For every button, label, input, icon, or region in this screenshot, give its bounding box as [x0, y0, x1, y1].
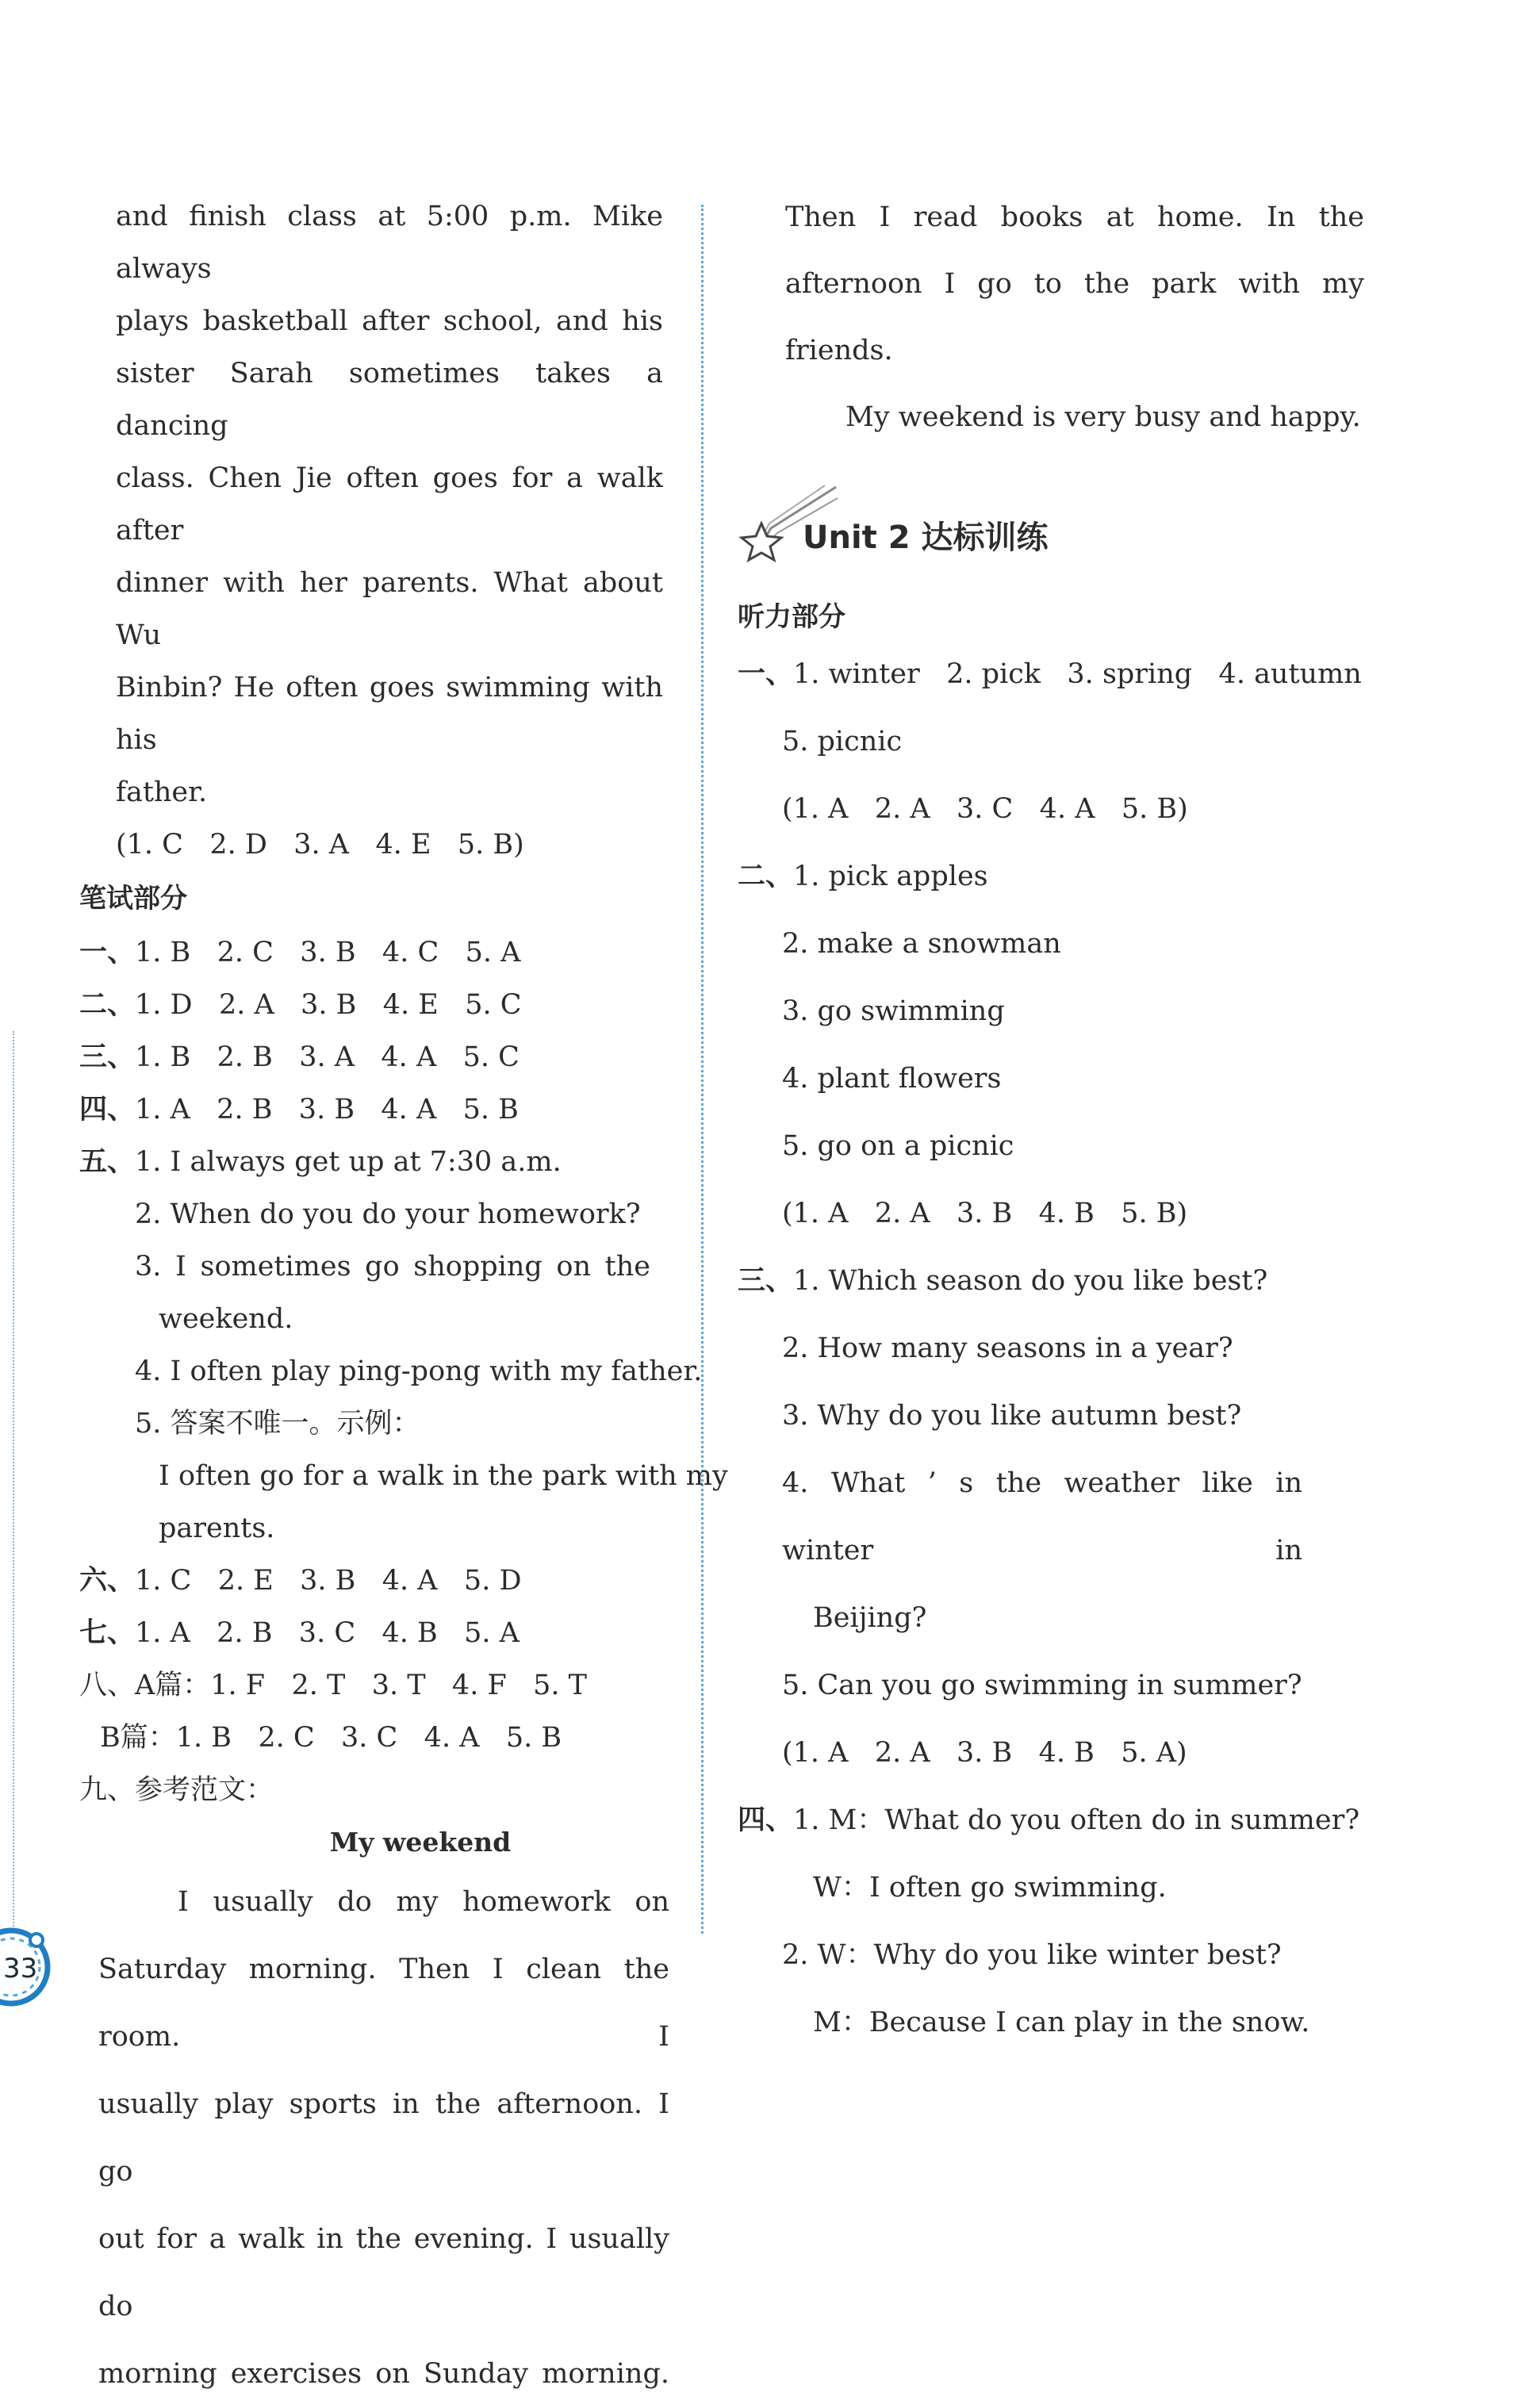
page-number: 33 — [3, 1953, 38, 1984]
answer-row-7 — [79, 1607, 698, 1659]
passage-line: afternoon I go to the park with my friends. — [785, 268, 1364, 366]
unit-title: Unit 2 达标训练 — [803, 520, 1049, 556]
row-number: 六、 — [79, 1565, 136, 1597]
sentence-cont: weekend. — [159, 1303, 293, 1335]
passage-line: sister Sarah sometimes takes a dancing — [116, 358, 663, 442]
passage-line: class. Chen Jie often goes for a walk after — [116, 462, 663, 546]
essay-title: My weekend — [329, 1827, 512, 1858]
essay-line: morning exercises on Sunday morning. — [98, 2358, 669, 2390]
passage-line: and finish class at 5:00 p.m. Mike always — [116, 201, 663, 285]
sentence: 3. I sometimes go shopping on the — [135, 1251, 650, 1283]
column-divider — [701, 205, 704, 1934]
sentence: 2. When do you do your homework? — [135, 1198, 641, 1230]
answer-row-8b: B篇：1. B 2. C 3. C 4. A 5. B — [100, 1722, 562, 1754]
question: 3. Why do you like autumn best? — [782, 1400, 1242, 1432]
section-listen-heading: 听力部分 — [738, 601, 845, 633]
row-answers: 1. B 2. B 3. A 4. A 5. C — [135, 1041, 520, 1073]
sentence-cont: I often go for a walk in the park with my — [159, 1460, 728, 1492]
passage-line: My weekend is very busy and happy. — [845, 401, 1361, 433]
essay-line: out for a walk in the evening. I usually do — [98, 2223, 669, 2322]
page-number-badge — [0, 1924, 54, 2010]
row-number: 五、 — [79, 1146, 136, 1178]
answer-row-2 — [79, 979, 698, 1031]
row-number: 二、 — [79, 989, 136, 1021]
row-answers: 1. A 2. B 3. B 4. A 5. B — [135, 1094, 519, 1125]
row-number: 四、 — [79, 1094, 136, 1125]
row-number: 七、 — [79, 1617, 136, 1649]
answer-row-6 — [79, 1555, 698, 1607]
passage-line: Binbin? He often goes swimming with his — [116, 672, 663, 756]
row-answers: 1. B 2. C 3. B 4. C 5. A — [135, 937, 521, 968]
sentence: 5. 答案不唯一。示例： — [135, 1408, 420, 1440]
answer-row-3 — [79, 1031, 698, 1083]
row-answers: 1. C 2. E 3. B 4. A 5. D — [135, 1565, 522, 1597]
question: 4. What ’ s the weather like in winter in — [782, 1467, 1302, 1566]
row-answers: 1. D 2. A 3. B 4. E 5. C — [135, 989, 522, 1021]
unit-heading — [738, 482, 1372, 593]
phrase: 4. plant flowers — [782, 1063, 1002, 1095]
listen-row-1 — [738, 641, 1372, 708]
passage-line: Then I read books at home. In the — [785, 201, 1364, 233]
row-number: 二、 — [738, 861, 794, 892]
row-number: 三、 — [738, 1265, 794, 1297]
answer-row-8a: 八、A篇：1. F 2. T 3. T 4. F 5. T — [79, 1670, 587, 1701]
passage-answers: (1. C 2. D 3. A 4. E 5. B) — [116, 829, 524, 861]
dialogue-line: 2. W：Why do you like winter best? — [782, 1939, 1282, 1971]
question-cont: Beijing? — [813, 1602, 927, 1634]
listen-row-3 — [738, 1248, 1372, 1315]
binding-line — [13, 1031, 14, 1935]
row-number: 四、 — [738, 1804, 794, 1836]
dialogue-line: M：Because I can play in the snow. — [813, 2007, 1310, 2038]
listen-row-4 — [738, 1787, 1372, 1854]
question: 1. Which season do you like best? — [793, 1265, 1268, 1297]
question: 5. Can you go swimming in summer? — [782, 1670, 1302, 1701]
phrase: 3. go swimming — [782, 995, 1005, 1027]
passage-line: father. — [116, 776, 208, 808]
sentence: 4. I often play ping-pong with my father. — [135, 1355, 703, 1387]
row-number: 一、 — [79, 937, 136, 968]
left-column — [79, 190, 728, 2408]
row-answers-cont: 5. picnic — [782, 726, 903, 757]
essay-line: usually play sports in the afternoon. I go — [98, 2088, 669, 2188]
answer-row-9: 九、参考范文： — [79, 1774, 274, 1806]
dialogue-line: 1. M：What do you often do in summer? — [793, 1804, 1360, 1836]
passage-line: dinner with her parents. What about Wu — [116, 567, 663, 651]
listen-answers: (1. A 2. A 3. B 4. B 5. A) — [782, 1737, 1187, 1769]
phrase: 2. make a snowman — [782, 928, 1061, 960]
row-answers: 1. winter 2. pick 3. spring 4. autumn — [793, 658, 1362, 690]
listen-answers: (1. A 2. A 3. B 4. B 5. B) — [782, 1198, 1188, 1229]
phrase: 5. go on a picnic — [782, 1130, 1014, 1162]
sentence-cont: parents. — [159, 1513, 275, 1544]
sentence: 1. I always get up at 7:30 a.m. — [135, 1146, 562, 1178]
right-column — [738, 190, 1372, 2057]
listen-answers: (1. A 2. A 3. C 4. A 5. B) — [782, 793, 1188, 825]
essay-line: I usually do my homework on — [178, 1886, 669, 1918]
phrase: 1. pick apples — [793, 861, 988, 892]
section-written-heading: 笔试部分 — [79, 883, 187, 915]
answer-row-4 — [79, 1083, 698, 1136]
dialogue-line: W：I often go swimming. — [813, 1872, 1167, 1904]
passage-line: plays basketball after school, and his — [116, 305, 663, 337]
row-number: 一、 — [738, 658, 794, 690]
row-answers: 1. A 2. B 3. C 4. B 5. A — [135, 1617, 520, 1649]
row-number: 三、 — [79, 1041, 136, 1073]
listen-row-2 — [738, 843, 1372, 911]
essay-line: Saturday morning. Then I clean the room. I — [98, 1954, 669, 2053]
answer-row-5 — [79, 1136, 698, 1188]
answer-row-1 — [79, 926, 698, 979]
question: 2. How many seasons in a year? — [782, 1332, 1233, 1364]
